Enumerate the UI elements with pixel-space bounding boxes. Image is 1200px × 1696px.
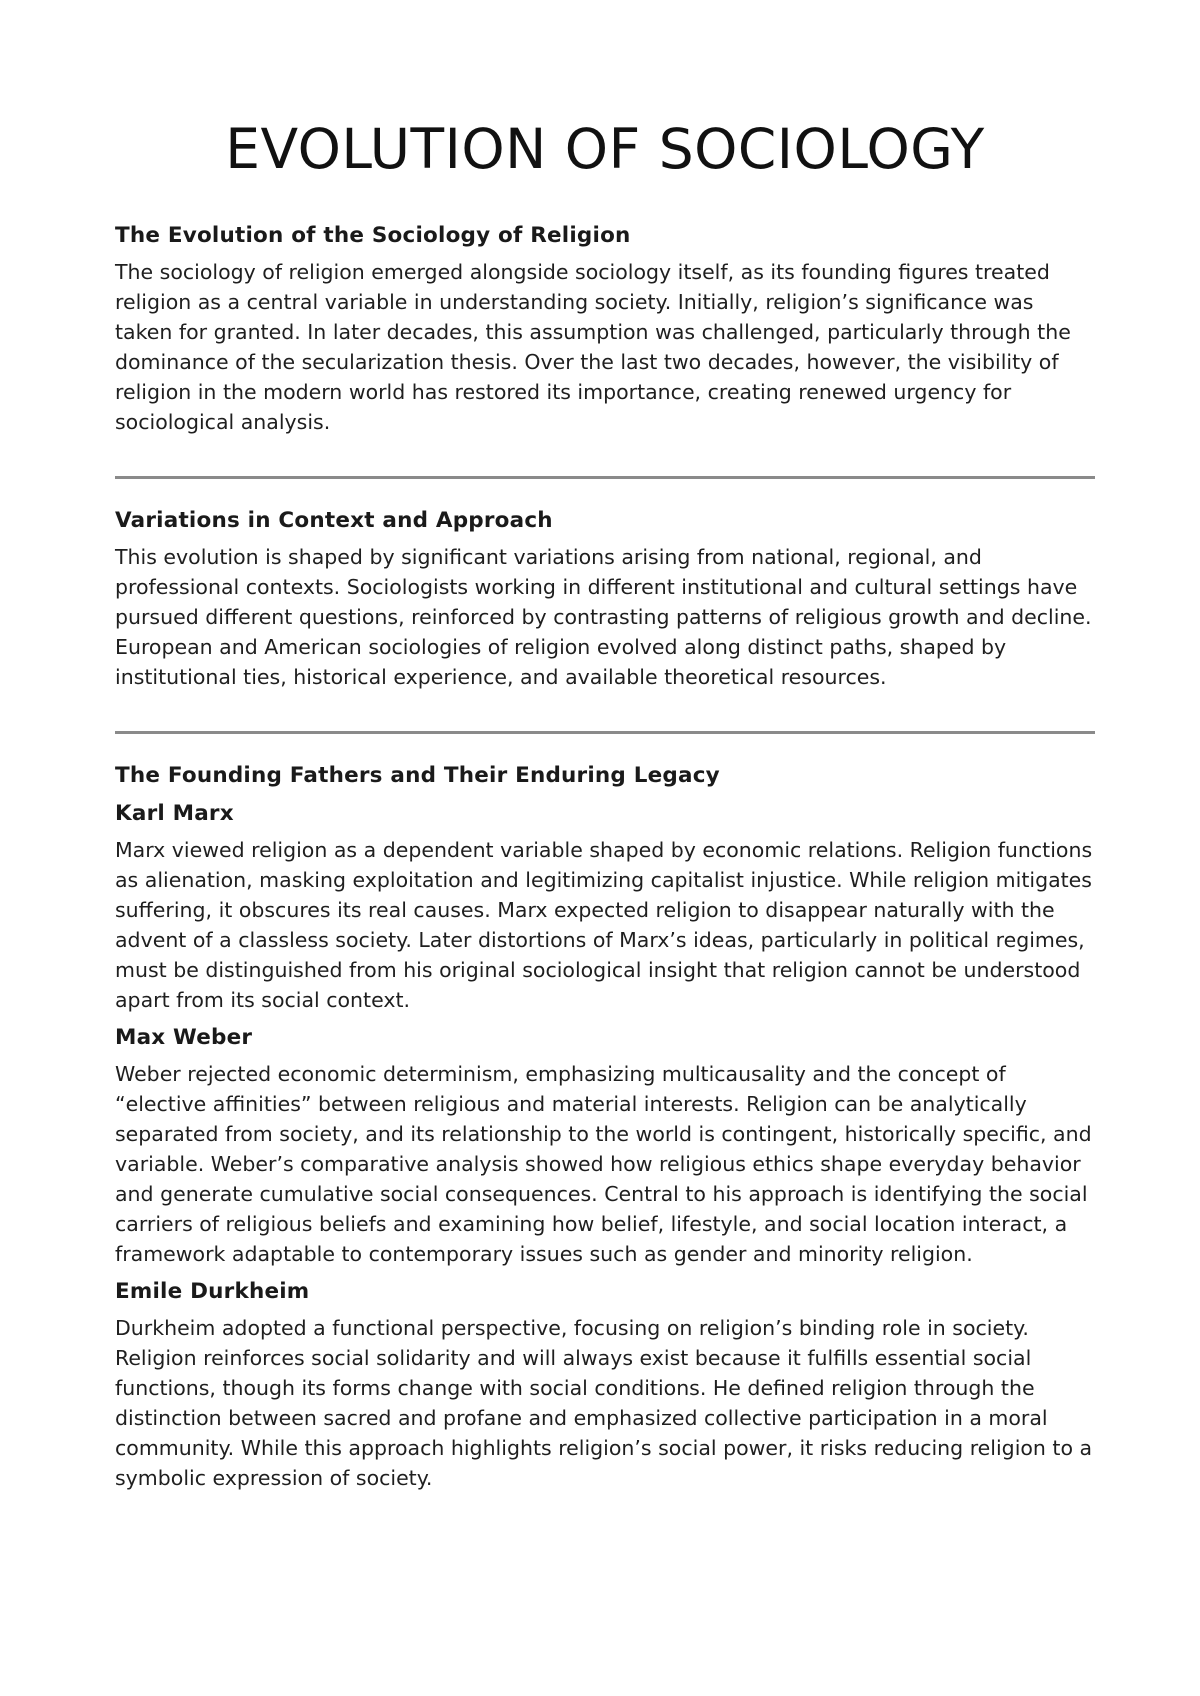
subsection-paragraph: Durkheim adopted a functional perspective, focusing on religion’s binding role in society. Religion reinforces social solidarity and will always exist because it fulfills essential social functions, though its forms change with social conditions. He defined religion through the distinction between sacred and profane and emphasized collective participation in a moral community. While this approach highlights religion’s social power, it risks reducing religion to a symbolic expression of society.	[115, 1316, 1093, 1490]
subsection-karl-marx	[115, 799, 1095, 1015]
subsection-max-weber	[115, 1023, 1095, 1269]
section-paragraph: The sociology of religion emerged alongside sociology itself, as its founding figures treated religion as a central variable in understanding society. Initially, religion’s significance was taken for granted. In later decades, this assumption was challenged, particularly through the dominance of the secularization thesis. Over the last two decades, however, the visibility of religion in the modern world has restored its importance, creating renewed urgency for sociological analysis.	[115, 260, 1071, 434]
section-heading: The Founding Fathers and Their Enduring Legacy	[115, 763, 720, 788]
section-variations	[115, 506, 1095, 692]
section-evolution	[115, 221, 1095, 437]
section-founding-fathers	[115, 761, 1095, 1493]
document-title: EVOLUTION OF SOCIOLOGY	[225, 117, 985, 181]
subsection-paragraph: Marx viewed religion as a dependent variable shaped by economic relations. Religion functions as alienation, masking exploitation and legitimizing capitalist injustice. While religion mitigates suffering, it obscures its real causes. Marx expected religion to disappear naturally with the advent of a classless society. Later distortions of Marx’s ideas, particularly in political regimes, must be distinguished from his original sociological insight that religion cannot be understood apart from its social context.	[115, 838, 1093, 1012]
subsection-emile-durkheim	[115, 1277, 1095, 1493]
subsection-heading: Max Weber	[115, 1025, 253, 1050]
section-paragraph: This evolution is shaped by significant variations arising from national, regional, and professional contexts. Sociologists working in different institutional and cultural settings have pursued different questions, reinforced by contrasting patterns of religious growth and decline. European and American sociologies of religion evolved along distinct paths, shaped by institutional ties, historical experience, and available theoretical resources.	[115, 545, 1092, 689]
section-heading: Variations in Context and Approach	[115, 508, 553, 533]
document-page	[115, 0, 1095, 1493]
section-divider	[115, 731, 1095, 734]
subsection-paragraph: Weber rejected economic determinism, emphasizing multicausality and the concept of “elective affinities” between religious and material interests. Religion can be analytically separated from society, and its relationship to the world is contingent, historically specific, and variable. Weber’s comparative analysis showed how religious ethics shape everyday behavior and generate cumulative social consequences. Central to his approach is identifying the social carriers of religious beliefs and examining how belief, lifestyle, and social location interact, a framework adaptable to contemporary issues such as gender and minority religion.	[115, 1062, 1092, 1266]
section-heading: The Evolution of the Sociology of Religion	[115, 223, 631, 248]
section-divider	[115, 476, 1095, 479]
subsection-heading: Karl Marx	[115, 801, 234, 826]
subsection-heading: Emile Durkheim	[115, 1279, 310, 1304]
